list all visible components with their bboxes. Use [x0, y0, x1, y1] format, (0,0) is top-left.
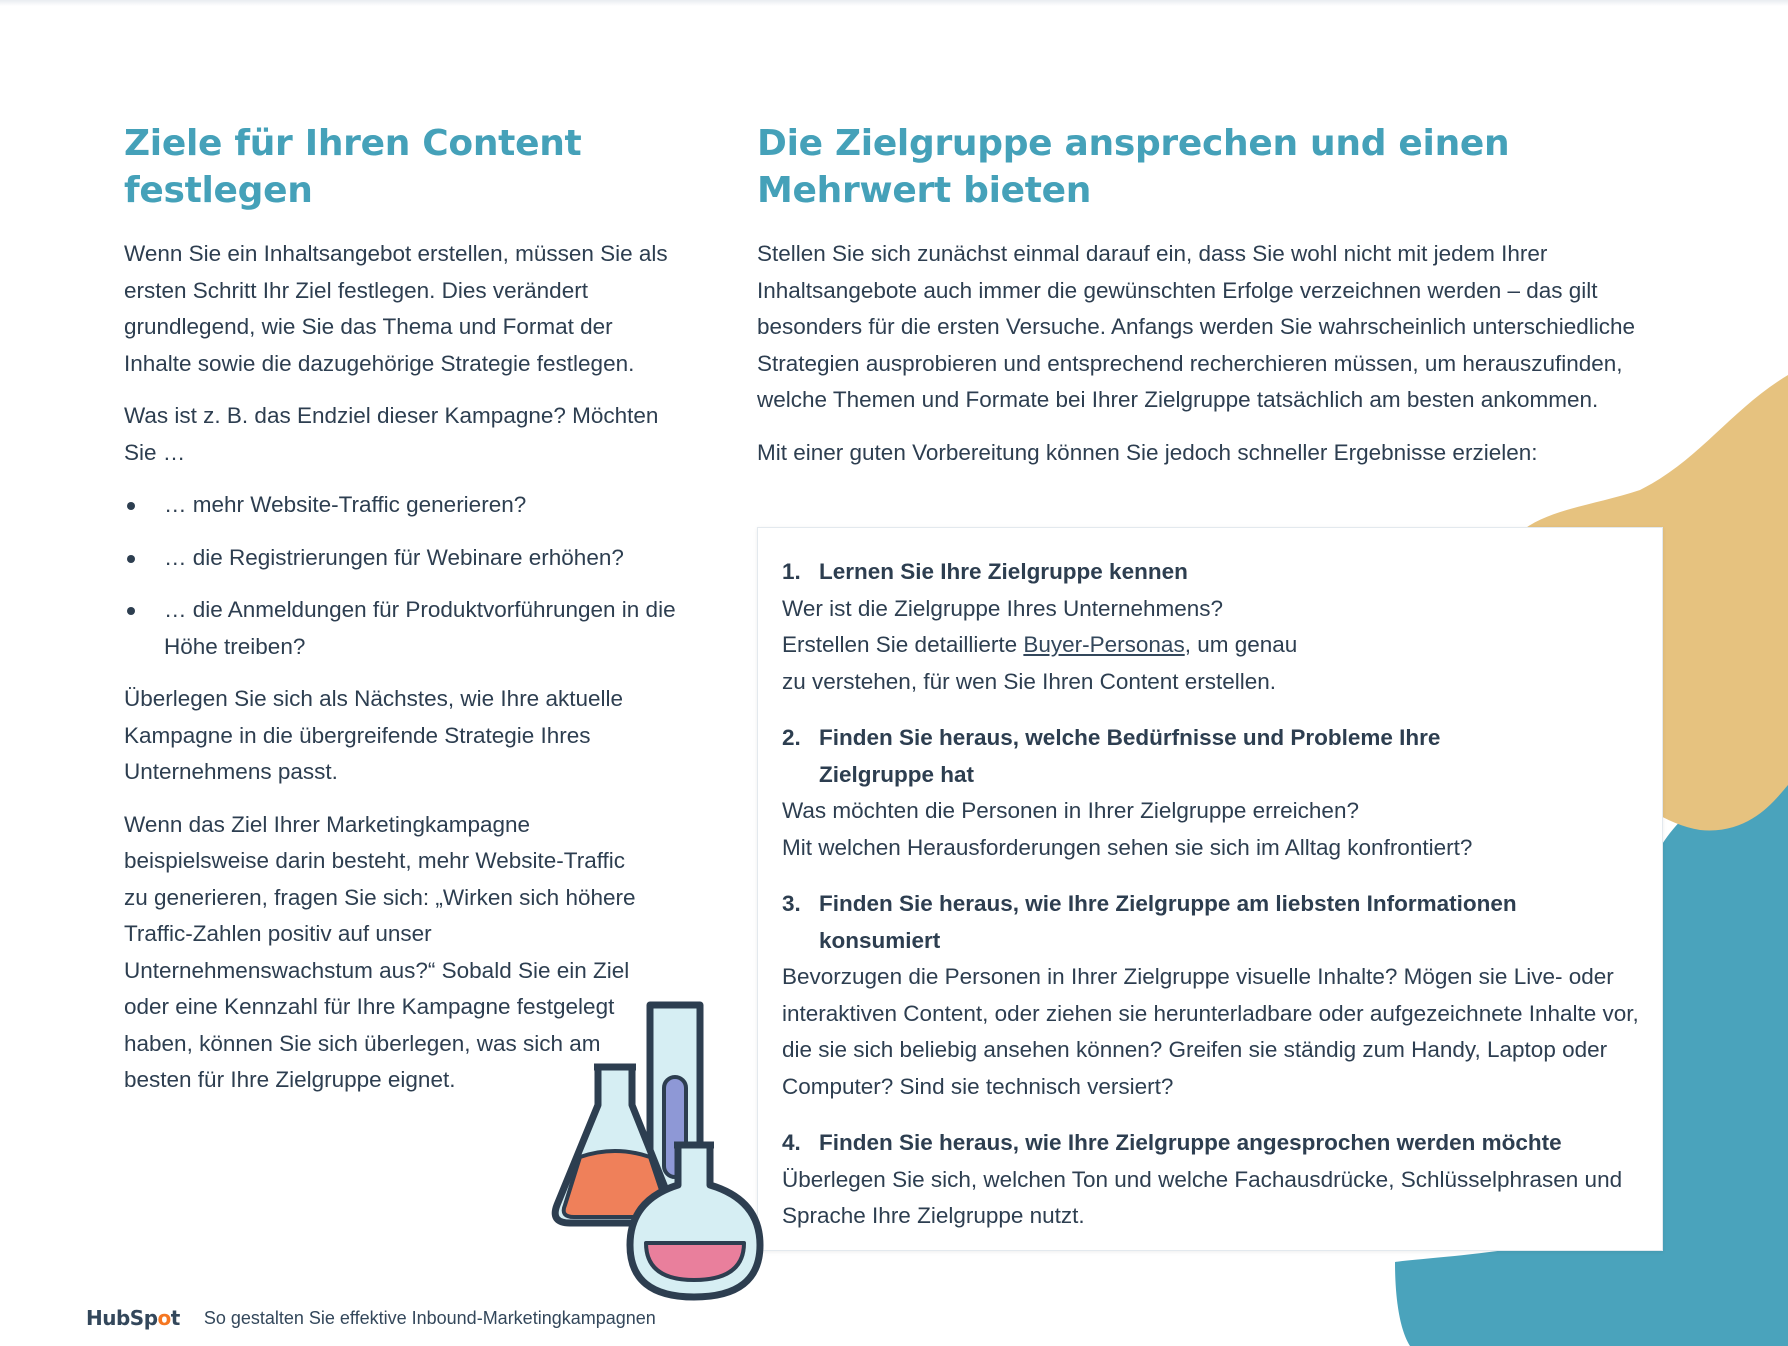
step-number: 3. [782, 891, 801, 916]
steps-list [758, 528, 1662, 1235]
step-text: Wer ist die Zielgruppe Ihres Unternehmens? [782, 595, 1224, 621]
lab-flasks-icon [550, 995, 780, 1305]
right-heading: Die Zielgruppe ansprechen und einen Mehrwert bieten [757, 123, 1510, 211]
step-title: Lernen Sie Ihre Zielgruppe kennen [819, 559, 1188, 584]
left-paragraph-2: Was ist z. B. das Endziel dieser Kampagne? Möchten Sie … [124, 403, 659, 465]
hubspot-logo [86, 1306, 180, 1330]
buyer-personas-link[interactable]: Buyer-Personas [1023, 632, 1185, 657]
step-number: 2. [782, 725, 801, 750]
left-heading: Ziele für Ihren Content festlegen [124, 123, 582, 211]
right-column [757, 120, 1677, 487]
left-paragraph-3: Überlegen Sie sich als Nächstes, wie Ihre aktuelle Kampagne in die übergreifende Strategie Ihres Unternehmens passt. [124, 686, 623, 784]
step-item [782, 1125, 1642, 1235]
bullet-item: … die Anmeldungen für Produktvorführungen in die Höhe treiben? [124, 592, 684, 665]
footer-title: So gestalten Sie effektive Inbound-Marketingkampagnen [203, 1307, 656, 1328]
bullet-item: … die Registrierungen für Webinare erhöhen? [124, 540, 684, 577]
step-item [782, 554, 1642, 700]
bullet-item: … mehr Website-Traffic generieren? [124, 487, 684, 524]
right-paragraph-2: Mit einer guten Vorbereitung können Sie jedoch schneller Ergebnisse erzielen: [757, 439, 1538, 465]
step-text: Was möchten die Personen in Ihrer Zielgruppe erreichen? [782, 798, 1359, 823]
right-paragraph-1: Stellen Sie sich zunächst einmal darauf ein, dass Sie wohl nicht mit jedem Ihrer Inhaltsangebote auch immer die gewünschten Erfolge verzeichnen werden – das gilt besonders für die ersten Versuche. Anfangs werden Sie wahrscheinlich unterschiedliche Strategien ausprobieren und entsprechend recherchieren müssen, um herauszufinden, welche Themen und Formate bei Ihrer Zielgruppe tatsächlich am besten ankommen. [757, 241, 1636, 412]
step-text: , um genau [1184, 632, 1298, 657]
step-text: Mit welchen Herausforderungen sehen sie sich im Alltag konfrontiert? [782, 834, 1473, 860]
step-number: 4. [782, 1130, 801, 1155]
step-text: Bevorzugen die Personen in Ihrer Zielgruppe visuelle Inhalte? Mögen sie Live- oder interaktiven Content, oder ziehen sie herunterladbare oder aufgezeichnete Inhalte vor, die sie sich beliebig ansehen können? Greifen sie ständig zum Handy, Laptop oder Computer? Sind sie technisch versiert? [782, 964, 1639, 1099]
audience-steps-card [757, 527, 1663, 1251]
step-title: Finden Sie heraus, welche Bedürfnisse und Probleme Ihre Zielgruppe hat [819, 725, 1441, 787]
left-paragraph-4: Wenn das Ziel Ihrer Marketingkampagne beispielsweise darin besteht, mehr Website-Traffic zu generieren, fragen Sie sich: „Wirken sich höhere Traffic-Zahlen positiv auf unser Unternehmenswachstum aus?“ Sobald Sie ein Ziel oder eine Kennzahl für Ihre Kampagne festgelegt haben, können Sie sich überlegen, was sich am besten für Ihre Zielgruppe eignet. [124, 811, 636, 1092]
step-item [782, 886, 1642, 1105]
left-column [124, 120, 684, 1115]
goal-bullet-list [124, 487, 684, 665]
step-text: Überlegen Sie sich, welchen Ton und welche Fachausdrücke, Schlüsselphrasen und Sprache Ihre Zielgruppe nutzt. [782, 1166, 1623, 1228]
step-text: zu verstehen, für wen Sie Ihren Content erstellen. [782, 668, 1277, 694]
step-title: Finden Sie heraus, wie Ihre Zielgruppe am liebsten Informationen konsumiert [819, 891, 1517, 953]
logo-text: HubSp [86, 1306, 158, 1330]
step-title: Finden Sie heraus, wie Ihre Zielgruppe angesprochen werden möchte [819, 1130, 1562, 1155]
sprocket-icon: o [157, 1306, 171, 1330]
step-item [782, 720, 1642, 866]
step-text: Erstellen Sie detaillierte [782, 632, 1024, 657]
logo-text: t [170, 1306, 180, 1330]
page-footer [86, 1306, 656, 1330]
step-number: 1. [782, 559, 801, 584]
left-paragraph-1: Wenn Sie ein Inhaltsangebot erstellen, müssen Sie als ersten Schritt Ihr Ziel festlegen. Dies verändert grundlegend, wie Sie das Thema und Format der Inhalte sowie die dazugehörige Strategie festlegen. [124, 241, 668, 376]
